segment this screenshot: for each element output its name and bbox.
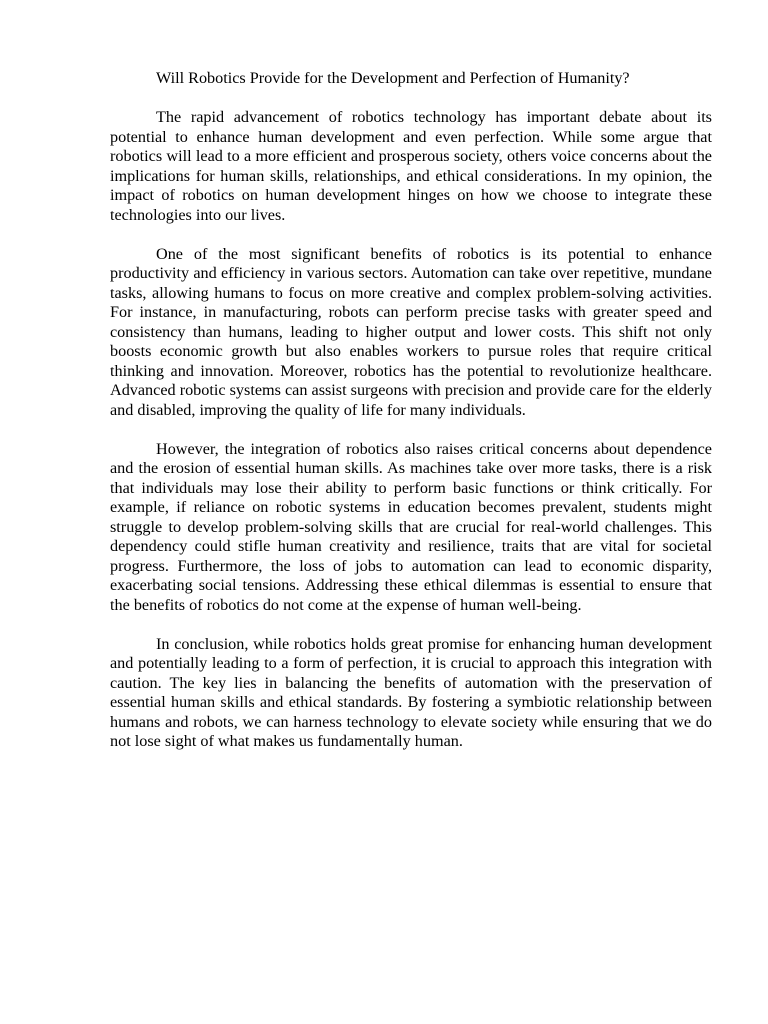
paragraph-conclusion: In conclusion, while robotics holds great promise for enhancing human development and potentially leading to a form of perfection, it is crucial to approach this integration with caution. The key lies in balancing the benefits of automation with the preservation of essential human skills and ethical standards. By fostering a symbiotic relationship between humans and robots, we can harness technology to elevate society while ensuring that we do not lose sight of what makes us fundamentally human. [110, 634, 712, 750]
paragraph-introduction: The rapid advancement of robotics technology has important debate about its potential to enhance human development and even perfection. While some argue that robotics will lead to a more efficient and prosperous society, others voice concerns about the implications for human skills, relationships, and ethical considerations. In my opinion, the impact of robotics on human development hinges on how we choose to integrate these technologies into our lives. [110, 108, 712, 224]
paragraph-concerns: However, the integration of robotics also raises critical concerns about dependence and the erosion of essential human skills. As machines take over more tasks, there is a risk that individuals may lose their ability to perform basic functions or think critically. For example, if reliance on robotic systems in education becomes prevalent, students might struggle to develop problem-solving skills that are crucial for real-world challenges. This dependency could stifle human creativity and resilience, traits that are vital for societal progress. Furthermore, the loss of jobs to automation can lead to economic disparity, exacerbating social tensions. Addressing these ethical dilemmas is essential to ensure that the benefits of robotics do not come at the expense of human well-being. [110, 439, 712, 614]
paragraph-benefits: One of the most significant benefits of robotics is its potential to enhance productivity and efficiency in various sectors. Automation can take over repetitive, mundane tasks, allowing humans to focus on more creative and complex problem-solving activities. For instance, in manufacturing, robots can perform precise tasks with greater speed and consistency than humans, leading to higher output and lower costs. This shift not only boosts economic growth but also enables workers to pursue roles that require critical thinking and innovation. Moreover, robotics has the potential to revolutionize healthcare. Advanced robotic systems can assist surgeons with precision and provide care for the elderly and disabled, improving the quality of life for many individuals. [110, 244, 712, 419]
document-body [110, 69, 712, 771]
document-title: Will Robotics Provide for the Development and Perfection of Humanity? [156, 69, 630, 87]
